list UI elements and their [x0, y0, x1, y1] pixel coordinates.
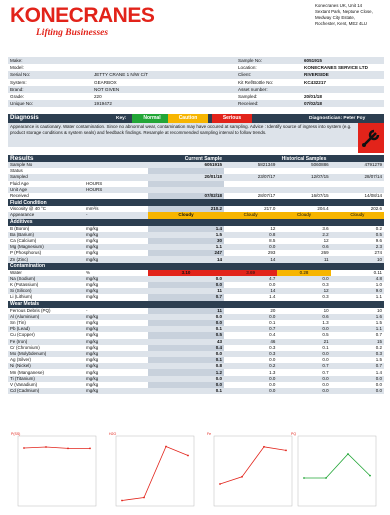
- row-label: Ti (Titanium): [8, 376, 84, 382]
- historical-value: 0.6: [277, 244, 330, 250]
- chart-point: [219, 483, 221, 485]
- current-value: 0.5: [148, 332, 224, 338]
- row-unit: mg/kg: [84, 232, 148, 238]
- row-unit: mg/kg: [86, 344, 99, 350]
- current-value: 1.2: [148, 369, 224, 375]
- historical-value: 0.2: [224, 363, 277, 369]
- trend-charts-svg: [0, 430, 390, 510]
- info-row: [8, 86, 384, 93]
- results-table: [8, 155, 384, 394]
- historical-value: 28/07/14: [331, 174, 384, 180]
- row-unit: mg/kg: [84, 276, 148, 282]
- historical-value: 0.0: [277, 351, 330, 357]
- chart-point: [121, 500, 123, 502]
- historical-value: 0.1: [322, 344, 329, 350]
- current-value: 20/01/18: [148, 174, 224, 180]
- row-label: K (Potassium): [10, 282, 39, 288]
- info-row: [8, 64, 384, 71]
- historical-value: 0.0: [322, 381, 329, 387]
- info-value: 220: [94, 94, 102, 100]
- chart-point: [143, 497, 145, 499]
- historical-value: 1.4: [269, 294, 276, 300]
- row-unit: %: [86, 269, 91, 275]
- info-value: [92, 64, 236, 71]
- info-value: [92, 57, 236, 64]
- row-label: Unit Age: [8, 187, 84, 193]
- row-label: Ferrous Debris (PQ): [10, 307, 51, 313]
- row-label: Si (Silicon): [8, 288, 84, 294]
- key-normal: Normal: [132, 114, 172, 123]
- historical-value: Cloudy: [331, 212, 384, 218]
- info-label: Model:: [10, 65, 24, 71]
- row-label: Cu (Copper): [10, 332, 35, 338]
- chart-point: [369, 475, 371, 477]
- historical-value: 0.0: [224, 376, 277, 382]
- info-label: Unique No:: [8, 100, 92, 107]
- current-value: 1.5: [148, 232, 224, 238]
- historical-value: 0.1: [269, 320, 276, 326]
- sample-info-table: [8, 57, 384, 107]
- row-unit: HOURS: [84, 187, 148, 193]
- info-value: KONECRANES SERVICE LTD: [304, 65, 368, 71]
- trend-charts: [0, 430, 390, 510]
- historical-value: 9.6: [375, 237, 382, 243]
- current-value: 0.1: [148, 326, 224, 332]
- info-label: Client:: [236, 71, 302, 78]
- severity-indicator: [358, 123, 384, 153]
- current-value: 1.4: [148, 226, 224, 232]
- current-value: 0.0: [148, 376, 224, 382]
- current-value: 1.1: [148, 244, 224, 250]
- chart-point: [347, 453, 349, 455]
- historical-value: 1.1: [331, 326, 384, 332]
- historical-value: 14/08/14: [364, 193, 382, 199]
- chart-frame: [214, 436, 292, 506]
- current-value: 0.1: [148, 388, 224, 394]
- historical-value: 0.0: [277, 388, 330, 394]
- row-unit: mg/kg: [86, 369, 99, 375]
- historical-value: 1.1: [375, 294, 382, 300]
- chart-point: [263, 446, 265, 448]
- current-value: 11: [148, 288, 224, 294]
- historical-value: 21: [277, 339, 330, 345]
- info-label: Sample No:: [236, 57, 302, 64]
- chart-point: [285, 450, 287, 452]
- section-header: [8, 301, 384, 308]
- row-unit: mg/kg: [86, 294, 99, 300]
- historical-value: 0.6: [277, 314, 330, 320]
- historical-value: 10: [323, 307, 329, 313]
- row-label: Status: [10, 168, 23, 174]
- row-label: Ni (Nickel): [8, 363, 84, 369]
- chart-title: Fe: [207, 432, 212, 436]
- info-value: NOT GIVEN: [92, 86, 236, 93]
- chart-point: [165, 446, 167, 448]
- historical-value: 0.7: [277, 363, 330, 369]
- chart-title: H2O: [109, 432, 117, 436]
- chart-point: [303, 477, 305, 479]
- current-value: Cloudy: [148, 212, 224, 218]
- row-label: Water: [10, 269, 22, 275]
- info-row: [8, 100, 384, 107]
- historical-value: 3.6: [322, 225, 329, 231]
- row-label: Fe (Iron): [8, 339, 84, 345]
- current-value: 247: [148, 250, 224, 256]
- results-header: [8, 155, 384, 162]
- diagnostician: Diagnostician: Peter Foy: [309, 115, 366, 121]
- section-title: Additives: [8, 219, 384, 226]
- historical-value: 5821349: [224, 162, 277, 168]
- chart-series-line: [220, 447, 286, 484]
- row-unit: mg/kg: [86, 320, 99, 326]
- historical-value: 2.2: [277, 232, 330, 238]
- row-unit: mg/kg: [86, 357, 99, 363]
- historical-value: 4.7: [224, 276, 277, 282]
- info-value: GEARBOX: [94, 79, 117, 85]
- row-label: Sample No: [8, 162, 84, 168]
- diagnosis-bar: [8, 114, 384, 123]
- historical-value: 14: [224, 256, 277, 262]
- historical-value: 1.5: [375, 357, 382, 363]
- historical-value: 0.3: [331, 351, 384, 357]
- row-label: Appearance: [8, 212, 84, 218]
- current-value: 0.4: [148, 345, 224, 351]
- historical-value: 10: [331, 256, 384, 262]
- wrench-icon: [358, 123, 384, 153]
- current-value: 210.2: [148, 206, 224, 212]
- current-value: 3.10: [148, 270, 224, 276]
- historical-value: 0.0: [277, 376, 330, 382]
- row-unit: -: [84, 212, 148, 218]
- info-label: Serial No:: [8, 71, 92, 78]
- historical-value: 0.0: [224, 388, 277, 394]
- historical-value: 0.7: [322, 369, 329, 375]
- row-label: Ca (Calcium): [10, 237, 37, 243]
- report-header: [0, 0, 390, 36]
- key-serious: Serious: [212, 114, 252, 123]
- chart-series-line: [24, 447, 90, 448]
- results-title: Results: [8, 155, 84, 162]
- historical-value: 11: [277, 256, 330, 262]
- current-value: 07/02/18: [148, 193, 224, 199]
- row-label: B (Boron): [10, 225, 30, 231]
- row-label: Na (Sodium): [8, 276, 84, 282]
- historical-value: 12: [270, 225, 276, 231]
- row-unit: mg/kg: [84, 351, 148, 357]
- historical-value: 0.3: [322, 294, 329, 300]
- section-title: Wear Metals: [8, 301, 384, 308]
- row-label: Received: [10, 193, 29, 199]
- diagnosis-comment: Appearance is cautionary. Water contamination. Since no abnormal wear, contamination may have occured at sampling. Advice : Identify source of ingress into system (e.g. product storage conditions & system seals) and feedback findings. Resample at recommended sampling interval to follow trends.: [8, 123, 358, 147]
- historical-value: 0.0: [331, 388, 384, 394]
- historical-value: 8.5: [269, 237, 276, 243]
- current-value: 43: [148, 339, 224, 345]
- historical-value: 0.5: [331, 232, 384, 238]
- historical-value: 3.69: [224, 270, 277, 276]
- historical-value: 0.0: [269, 381, 276, 387]
- historical-value: 0.3: [269, 344, 276, 350]
- historical-value: 274: [374, 250, 382, 256]
- row-unit: mg/kg: [84, 256, 148, 262]
- unit-col: [84, 155, 148, 162]
- row-unit: mg/kg: [86, 282, 99, 288]
- row-label: V (Vanadium): [10, 381, 38, 387]
- row-unit: mm²/s: [86, 206, 99, 212]
- historical-value: 1.0: [375, 282, 382, 288]
- historical-value: 217.0: [264, 206, 276, 212]
- historical-value: 28/07/17: [257, 193, 276, 199]
- current-value: 0.0: [148, 382, 224, 388]
- diagnosis-title: Diagnosis: [10, 115, 39, 121]
- info-row: [8, 71, 384, 78]
- historical-value: 0.0: [322, 357, 329, 363]
- row-label: Mg (Magnesium): [8, 244, 84, 250]
- info-label: Location:: [238, 65, 257, 71]
- historical-value: 46: [224, 339, 277, 345]
- row-label: Ag (Silver): [10, 357, 32, 363]
- historical-value: 0.11: [373, 269, 382, 275]
- row-unit: mg/kg: [86, 250, 99, 256]
- row-unit: mg/kg: [84, 363, 148, 369]
- historical-value: 1.3: [322, 320, 329, 326]
- current-value: 30: [148, 238, 224, 244]
- row-unit: -: [86, 307, 88, 313]
- row-label: Zn (Zinc): [8, 256, 84, 262]
- info-label: Asset number:: [236, 86, 302, 93]
- chart-series-line: [122, 447, 188, 501]
- info-label: Received:: [236, 100, 302, 107]
- historical-value: 0.3: [224, 351, 277, 357]
- info-row: [8, 57, 384, 64]
- chart-title: P(SS): [11, 432, 21, 436]
- row-label: Cd (Cadmium): [8, 388, 84, 394]
- result-row: [8, 388, 384, 394]
- historical-value: 5060886: [277, 162, 330, 168]
- row-label: Pb (Lead): [8, 326, 84, 332]
- row-unit: mg/kg: [84, 339, 148, 345]
- historical-value: 0.0: [375, 381, 382, 387]
- section-title: Contamination: [8, 263, 384, 270]
- info-value: 6051915: [302, 57, 384, 64]
- historical-value: 269: [321, 250, 329, 256]
- chart-series-line: [304, 454, 370, 478]
- historical-value: 15: [331, 339, 384, 345]
- current-value: 0.7: [148, 294, 224, 300]
- chart-title: PQ: [291, 432, 297, 436]
- historical-value: 0.0: [224, 244, 277, 250]
- historical-value: 0.4: [269, 332, 276, 338]
- info-label: Make:: [8, 57, 92, 64]
- info-row: [8, 93, 384, 100]
- historical-value: 0.28: [277, 270, 330, 276]
- historical-value: 0.7: [331, 363, 384, 369]
- historical-value: 202.6: [370, 206, 382, 212]
- chart-point: [241, 476, 243, 478]
- historical-value: 9.0: [331, 288, 384, 294]
- historical-value: 0.2: [375, 344, 382, 350]
- row-label: Fluid Age: [10, 180, 29, 186]
- historical-value: 16/07/15: [311, 193, 329, 199]
- key-caution: Caution: [168, 114, 208, 123]
- current-value: 0.0: [148, 314, 224, 320]
- company-logo: KONECRANES: [10, 4, 155, 27]
- historical-value: 4791279: [331, 162, 384, 168]
- chart-point: [45, 446, 47, 448]
- info-value: 20/01/18: [304, 94, 322, 100]
- historical-value: 0.3: [322, 282, 329, 288]
- info-label: Kit Ref/Bottle No:: [238, 79, 274, 85]
- chart-point: [325, 477, 327, 479]
- current-value: 0.0: [148, 276, 224, 282]
- historical-value: 12: [323, 237, 329, 243]
- section-title: Fluid Condition: [8, 199, 384, 206]
- current-value: 0.0: [148, 320, 224, 326]
- row-label: Ba (Barium): [8, 232, 84, 238]
- info-value: [302, 86, 384, 93]
- info-row: [8, 79, 384, 86]
- current-value: 6051915: [148, 162, 224, 168]
- info-value: 07/02/18: [302, 100, 384, 107]
- info-value: JETTY CRANE 1 N/W C/T: [92, 71, 236, 78]
- info-label: Brand:: [8, 86, 92, 93]
- current-value: 0.8: [148, 363, 224, 369]
- historical-value: 1.3: [269, 369, 276, 375]
- historical-value: 0.5: [322, 332, 329, 338]
- historical-value: 4.8: [331, 276, 384, 282]
- row-label: Mo (Molybdenum): [8, 351, 84, 357]
- current-value: 0.0: [148, 351, 224, 357]
- historical-value: 1.6: [331, 314, 384, 320]
- info-label: Grade:: [10, 94, 25, 100]
- row-unit: mg/kg: [84, 376, 148, 382]
- historical-value: 0.8: [224, 232, 277, 238]
- historical-value: 0.0: [277, 326, 330, 332]
- historical-value: 0.0: [277, 276, 330, 282]
- historical-value: 12/07/15: [277, 174, 330, 180]
- historical-value: 204.4: [317, 206, 329, 212]
- historical-value: 0.7: [224, 326, 277, 332]
- key-label: Key:: [116, 115, 127, 121]
- historical-value: 20: [270, 307, 276, 313]
- row-label: P (Phosphorus): [10, 250, 42, 256]
- info-label: System:: [10, 79, 27, 85]
- section-header: [8, 263, 384, 270]
- historical-samples-header: Historical Samples: [224, 155, 384, 162]
- section-header: [8, 219, 384, 226]
- row-unit: mg/kg: [86, 237, 99, 243]
- row-unit: mg/kg: [86, 381, 99, 387]
- row-label: Sn (Tin): [10, 320, 26, 326]
- row-unit: mg/kg: [84, 314, 148, 320]
- row-label: Viscosity @ 40 °C: [10, 206, 47, 212]
- row-unit: mg/kg: [84, 288, 148, 294]
- historical-value: 0.2: [375, 225, 382, 231]
- historical-value: Cloudy: [224, 212, 277, 218]
- current-value: 14: [148, 256, 224, 262]
- chart-point: [187, 455, 189, 457]
- info-value: 1919472: [92, 100, 236, 107]
- company-address: Konecranes UK, Unit 14 Sextant Park, Neptune Close, Medway City Estate, Rochester, Kent, ME2 4LU: [315, 3, 373, 26]
- historical-value: 12: [277, 288, 330, 294]
- chart-point: [67, 448, 69, 450]
- row-label: Sampled: [8, 174, 84, 180]
- row-label: Al (Aluminium): [8, 314, 84, 320]
- row-unit: mg/kg: [86, 225, 99, 231]
- info-value: KC432217: [304, 79, 326, 85]
- row-unit: HOURS: [86, 180, 103, 186]
- historical-value: 0.0: [224, 314, 277, 320]
- historical-value: 1.4: [375, 369, 382, 375]
- company-tagline: Lifting Businesses: [36, 28, 109, 38]
- historical-value: 1.5: [375, 320, 382, 326]
- historical-value: 14: [224, 288, 277, 294]
- historical-value: 293: [267, 250, 276, 256]
- row-unit: mg/kg: [86, 332, 99, 338]
- chart-point: [89, 448, 91, 450]
- row-unit: mg/kg: [84, 244, 148, 250]
- historical-value: Cloudy: [277, 212, 330, 218]
- row-unit: mg/kg: [84, 388, 148, 394]
- historical-value: 2.3: [331, 244, 384, 250]
- historical-value: 23/07/17: [224, 174, 277, 180]
- historical-value: 0.7: [375, 332, 382, 338]
- current-sample-header: Current Sample: [148, 155, 224, 162]
- historical-value: 0.0: [269, 282, 276, 288]
- row-label: Cr (Chromium): [10, 344, 40, 350]
- info-value: RIVERSIDE: [302, 71, 384, 78]
- current-value: 0.1: [148, 357, 224, 363]
- historical-value: 10: [376, 307, 382, 313]
- chart-point: [23, 447, 25, 449]
- current-value: 0.0: [148, 282, 224, 288]
- current-value: 11: [148, 308, 224, 314]
- historical-value: 0.0: [269, 357, 276, 363]
- chart-frame: [298, 436, 376, 506]
- row-label: Li (Lithium): [10, 294, 33, 300]
- section-header: [8, 199, 384, 206]
- row-unit: mg/kg: [84, 326, 148, 332]
- info-label: Sampled:: [238, 94, 258, 100]
- historical-value: 0.0: [331, 376, 384, 382]
- chart-frame: [18, 436, 96, 506]
- row-label: Mn (Manganese): [10, 369, 45, 375]
